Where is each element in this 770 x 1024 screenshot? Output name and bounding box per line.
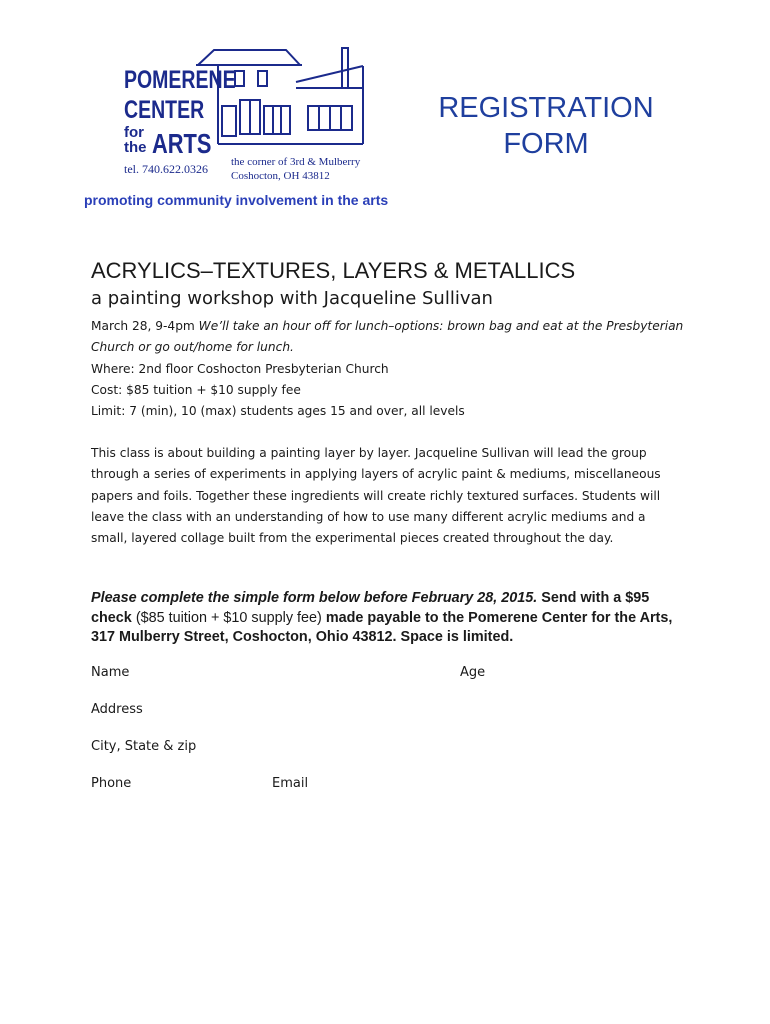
workshop-date-line	[91, 316, 691, 359]
address-field-label[interactable]: Address	[91, 702, 143, 717]
instructions-text: Send with a $95 check	[91, 590, 650, 626]
logo-phone: tel. 740.622.0326	[124, 162, 208, 176]
instructions-text: made payable to the Pomerene Center for the Arts, 317 Mulberry Street, Coshocton, Ohio 43812. Space is limited.	[91, 609, 673, 646]
workshop-title: ACRYLICS–TEXTURES, LAYERS & METALLICS	[91, 258, 576, 283]
workshop-where: Where: 2nd floor Coshocton Presbyterian Church	[91, 361, 389, 376]
form-instructions	[91, 589, 691, 648]
workshop-date: March 28, 9-4pm	[91, 319, 199, 333]
logo-address-line: the corner of 3rd & Mulberry	[231, 156, 361, 168]
instructions-fee-note: ($85 tuition + $10 supply fee)	[135, 609, 322, 626]
logo-address-line: Coshocton, OH 43812	[231, 170, 330, 182]
page-title-line: REGISTRATION	[438, 92, 654, 124]
logo-text: the	[124, 139, 147, 156]
lunch-note: We’ll take an hour off for lunch–options: brown bag and eat at the Presbyterian Church or go out/home for lunch.	[91, 319, 684, 355]
city-state-zip-field-label[interactable]: City, State & zip	[91, 739, 197, 754]
workshop-description: This class is about building a painting layer by layer. Jacqueline Sullivan will lead the group through a series of experiments in applying layers of acrylic paint & mediums, miscellaneous papers and foils. Together these ingredients will create richly textured surfaces. Students will leave the class with an understanding of how to use many different acrylic mediums and a small, layered collage built from the experimental pieces created throughout the day.	[91, 446, 661, 546]
phone-field-label[interactable]: Phone	[91, 776, 132, 791]
logo-text: ARTS	[152, 128, 212, 159]
pomerene-logo	[118, 44, 368, 189]
email-field-label[interactable]: Email	[272, 776, 309, 791]
instructions-deadline: Please complete the simple form below before February 28, 2015.	[91, 590, 538, 606]
page-title-line: FORM	[503, 128, 589, 160]
page-title	[420, 90, 672, 162]
workshop-details	[91, 316, 691, 422]
logo-text: for	[124, 124, 144, 141]
logo-address	[231, 155, 360, 183]
name-field-label[interactable]: Name	[91, 665, 130, 680]
logo-text: POMERENE	[124, 66, 236, 94]
logo-text: CENTER	[124, 96, 205, 124]
workshop-limit: Limit: 7 (min), 10 (max) students ages 15 and over, all levels	[91, 404, 465, 419]
workshop-subtitle: a painting workshop with Jacqueline Sullivan	[91, 288, 493, 309]
workshop-cost: Cost: $85 tuition + $10 supply fee	[91, 382, 301, 397]
age-field-label[interactable]: Age	[460, 665, 486, 680]
tagline: promoting community involvement in the arts	[84, 192, 389, 208]
